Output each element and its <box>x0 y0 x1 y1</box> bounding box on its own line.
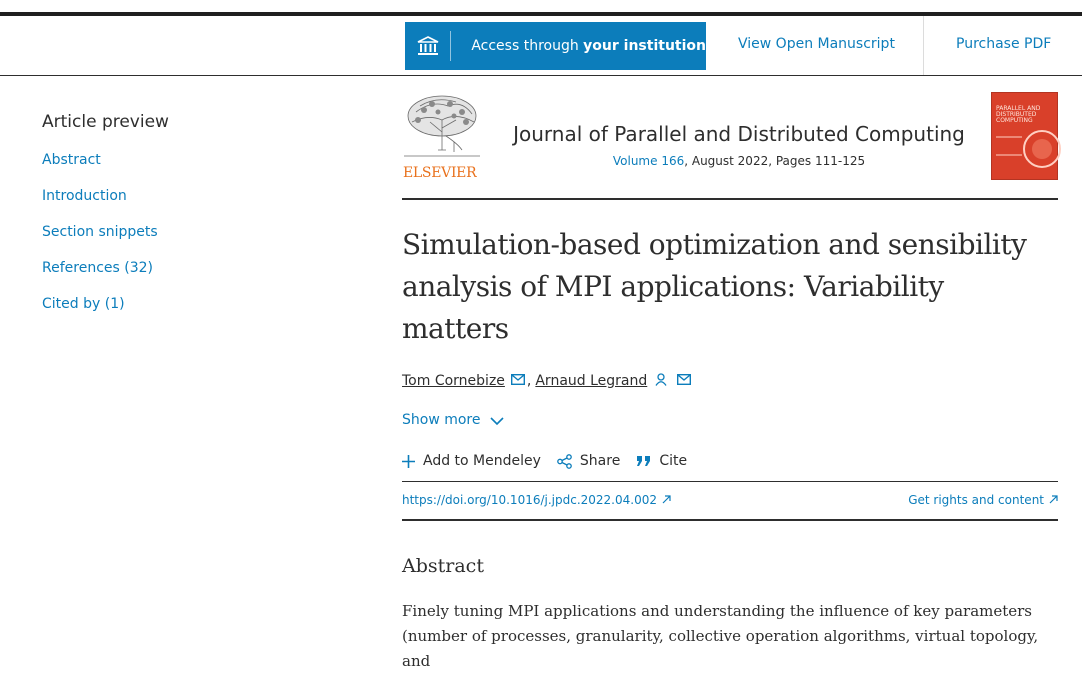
journal-header <box>402 92 1058 200</box>
plus-icon <box>402 455 415 468</box>
add-to-mendeley-button[interactable] <box>402 453 541 469</box>
quote-icon <box>636 455 651 467</box>
sidebar-title: Article preview <box>42 112 169 132</box>
view-open-manuscript-link[interactable]: View Open Manuscript <box>738 36 895 52</box>
sidebar-item-cited-by[interactable]: Cited by (1) <box>42 296 125 312</box>
article-outline <box>42 112 342 332</box>
author-list <box>402 370 1058 392</box>
purchase-pdf-link[interactable]: Purchase PDF <box>956 36 1052 52</box>
share-icon <box>557 454 572 469</box>
abstract-heading: Abstract <box>402 555 484 577</box>
abstract-text: Finely tuning MPI applications and understanding the influence of key parameters (number of processes, granularity, collective operation algorithms, virtual topology, and <box>402 602 1039 670</box>
access-institution-label: Access through your institution <box>471 38 706 54</box>
article-title: Simulation-based optimization and sensibility analysis of MPI applications: Variability matters <box>402 228 1027 345</box>
person-icon[interactable] <box>655 373 667 390</box>
cite-button[interactable] <box>636 453 687 469</box>
show-more-button[interactable] <box>402 410 1058 430</box>
cover-title: PARALLEL AND DISTRIBUTED COMPUTING <box>996 105 1041 124</box>
elsevier-wordmark: ELSEVIER <box>403 165 477 181</box>
sidebar-item-references[interactable]: References (32) <box>42 260 153 276</box>
sidebar-item-introduction[interactable]: Introduction <box>42 188 127 204</box>
author-name[interactable]: Tom Cornebize <box>402 373 505 389</box>
institution-icon <box>405 31 451 61</box>
chevron-down-icon <box>490 417 504 426</box>
share-button[interactable] <box>557 453 620 469</box>
show-more-label: Show more <box>402 412 481 428</box>
author-separator: , <box>526 373 532 389</box>
journal-issue-info: Volume 166, August 2022, Pages 111-125 <box>612 154 866 168</box>
external-link-icon <box>662 495 671 504</box>
elsevier-logo[interactable] <box>402 92 482 182</box>
mail-icon[interactable] <box>677 373 691 389</box>
add-to-mendeley-label: Add to Mendeley <box>423 453 541 469</box>
doi-link[interactable]: https://doi.org/10.1016/j.jpdc.2022.04.002 <box>402 493 671 507</box>
journal-cover-image[interactable] <box>991 92 1058 180</box>
author-name[interactable]: Arnaud Legrand <box>535 373 648 389</box>
mail-icon[interactable] <box>511 373 525 389</box>
doi-bar <box>402 481 1058 521</box>
sidebar-item-section-snippets[interactable]: Section snippets <box>42 224 158 240</box>
volume-link[interactable]: Volume 166 <box>612 154 685 168</box>
article-main <box>402 92 1058 674</box>
journal-title[interactable]: Journal of Parallel and Distributed Computing <box>513 122 965 146</box>
cite-label: Cite <box>659 453 688 469</box>
top-bar <box>0 16 1082 76</box>
access-institution-button[interactable] <box>405 22 706 70</box>
divider <box>923 16 924 75</box>
get-rights-link[interactable]: Get rights and content <box>908 493 1058 507</box>
article-actions <box>402 450 1058 472</box>
share-label: Share <box>579 453 621 469</box>
sidebar-item-abstract[interactable]: Abstract <box>42 152 101 168</box>
external-link-icon <box>1049 495 1058 504</box>
